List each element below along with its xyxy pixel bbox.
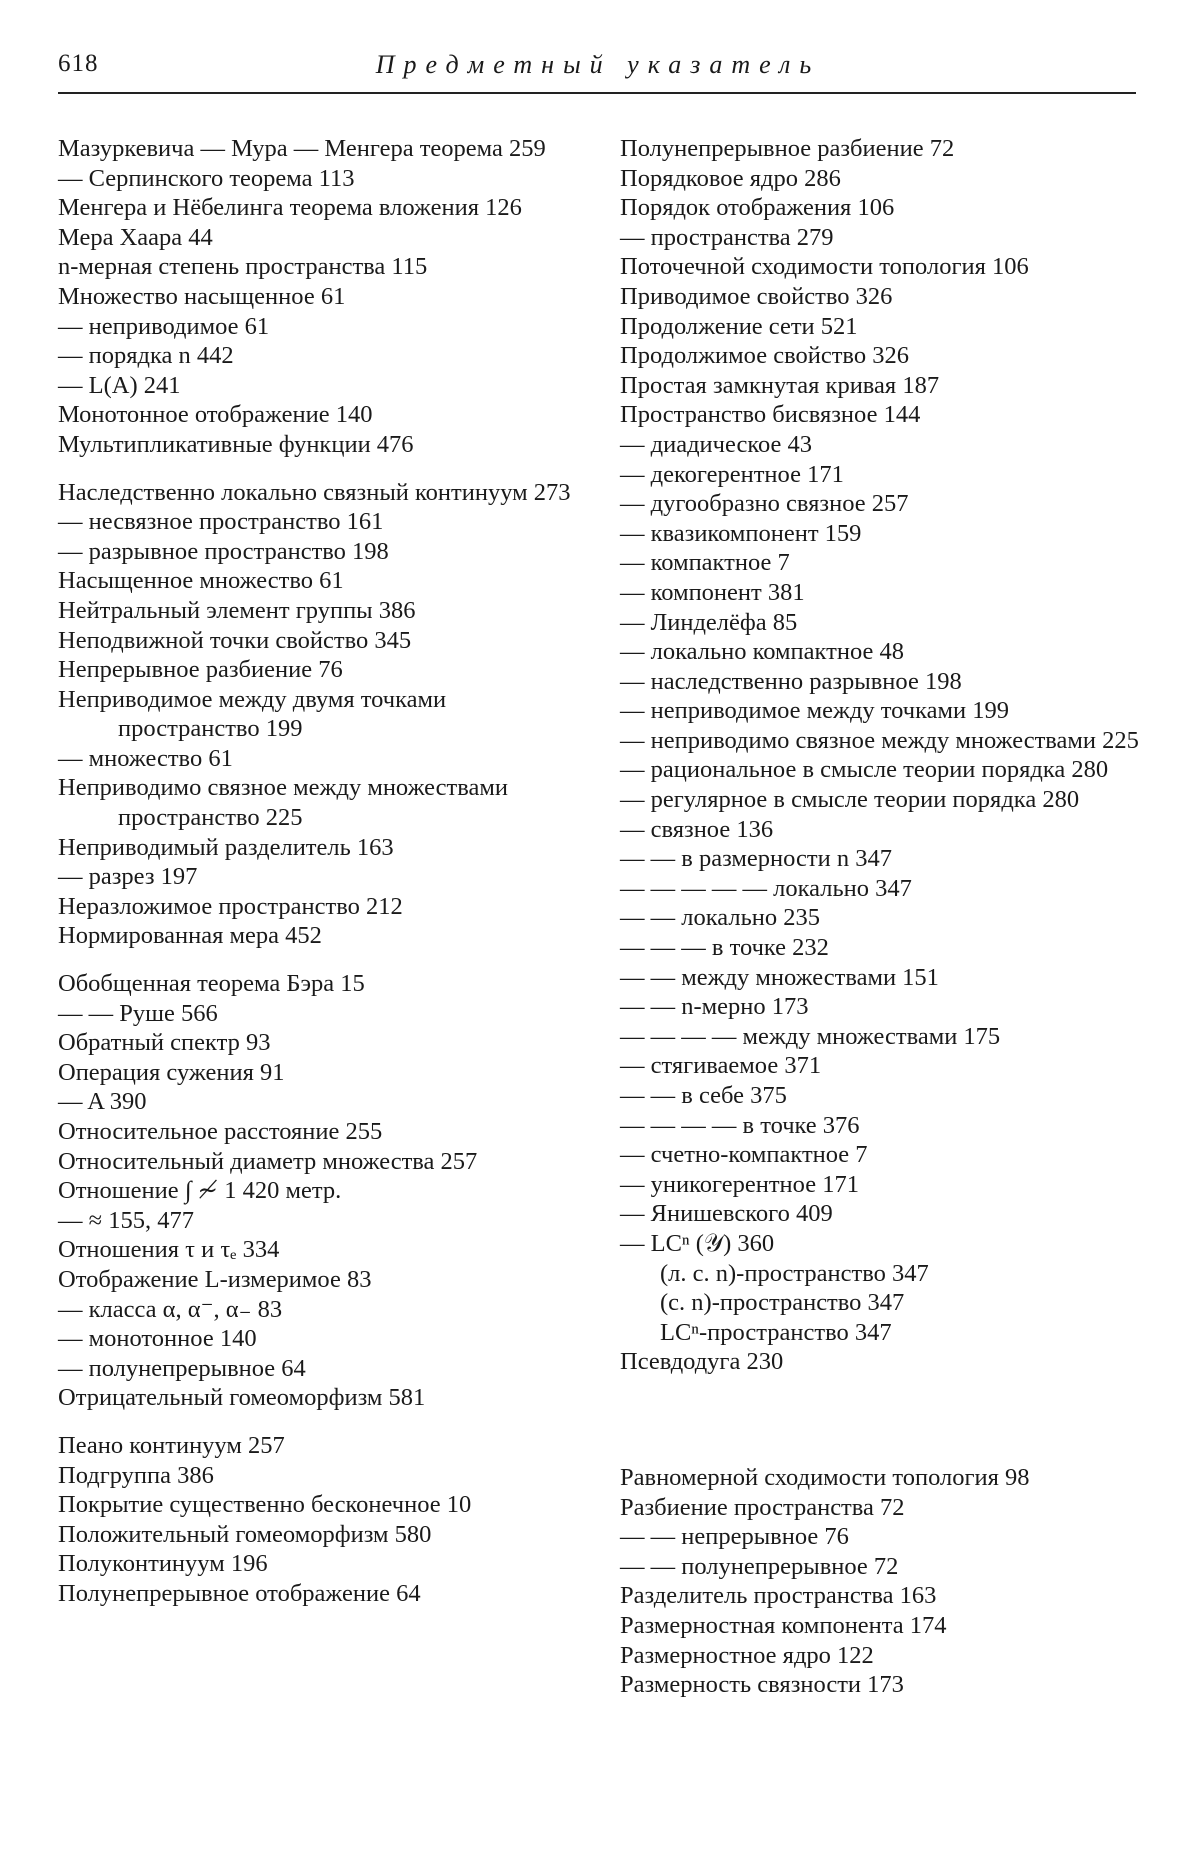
index-entry: — класса α, α⁻, α₋ 83	[58, 1295, 583, 1325]
index-entry: — декогерентное 171	[620, 460, 1150, 490]
index-entry: — — Руше 566	[58, 999, 583, 1029]
index-entry: — неприводимое 61	[58, 312, 583, 342]
index-entry: — неприводимое между точками 199	[620, 696, 1150, 726]
index-entry: Разделитель пространства 163	[620, 1581, 1150, 1611]
index-entry: Простая замкнутая кривая 187	[620, 371, 1150, 401]
index-entry: Неприводимый разделитель 163	[58, 833, 583, 863]
running-title: Предметный указатель	[58, 50, 1138, 80]
index-entry: Множество насыщенное 61	[58, 282, 583, 312]
index-entry: (с. n)-пространство 347	[620, 1288, 1150, 1318]
page-header	[58, 50, 1138, 90]
index-entry: Подгруппа 386	[58, 1461, 583, 1491]
index-entry: — разрез 197	[58, 862, 583, 892]
index-entry: Мультипликативные функции 476	[58, 430, 583, 460]
index-entry: Нормированная мера 452	[58, 921, 583, 951]
header-rule	[58, 92, 1136, 94]
index-entry: Насыщенное множество 61	[58, 566, 583, 596]
index-entry: Полуконтинуум 196	[58, 1549, 583, 1579]
index-entry: — Серпинского теорема 113	[58, 164, 583, 194]
index-entry: Мазуркевича — Мура — Менгера теорема 259	[58, 134, 583, 164]
index-entry: Наследственно локально связный континуум 273	[58, 478, 583, 508]
index-entry: — стягиваемое 371	[620, 1051, 1150, 1081]
index-entry: — — — — — локально 347	[620, 874, 1150, 904]
index-entry: — уникогерентное 171	[620, 1170, 1150, 1200]
index-entry: Отношения τ и τₑ 334	[58, 1235, 583, 1265]
index-entry: n-мерная степень пространства 115	[58, 252, 583, 282]
index-entry: Обобщенная теорема Бэра 15	[58, 969, 583, 999]
index-entry: — диадическое 43	[620, 430, 1150, 460]
index-entry: — — локально 235	[620, 903, 1150, 933]
index-entry: — разрывное пространство 198	[58, 537, 583, 567]
index-entry: — регулярное в смысле теории порядка 280	[620, 785, 1150, 815]
index-entry: — Янишевского 409	[620, 1199, 1150, 1229]
index-entry: — квазикомпонент 159	[620, 519, 1150, 549]
index-entry: Размерностная компонента 174	[620, 1611, 1150, 1641]
index-entry: — — — — между множествами 175	[620, 1022, 1150, 1052]
index-entry: — полунепрерывное 64	[58, 1354, 583, 1384]
index-entry: Порядковое ядро 286	[620, 164, 1150, 194]
index-entry: — наследственно разрывное 198	[620, 667, 1150, 697]
index-entry: Операция сужения 91	[58, 1058, 583, 1088]
index-entry: Равномерной сходимости топология 98	[620, 1463, 1150, 1493]
index-entry: Размерность связности 173	[620, 1670, 1150, 1700]
index-entry: Отображение L-измеримое 83	[58, 1265, 583, 1295]
index-column-left	[58, 134, 583, 1609]
index-entry: (л. с. n)-пространство 347	[620, 1259, 1150, 1289]
index-entry: Неразложимое пространство 212	[58, 892, 583, 922]
index-entry: Пространство бисвязное 144	[620, 400, 1150, 430]
index-entry: Монотонное отображение 140	[58, 400, 583, 430]
index-entry: — L(A) 241	[58, 371, 583, 401]
index-entry: — рациональное в смысле теории порядка 280	[620, 755, 1150, 785]
index-entry: Отрицательный гомеоморфизм 581	[58, 1383, 583, 1413]
index-entry: Неподвижной точки свойство 345	[58, 626, 583, 656]
index-entry: Мера Хаара 44	[58, 223, 583, 253]
index-entry: Отношение ∫ ≁ 1 420 метр.	[58, 1176, 583, 1206]
index-entry: — — n-мерно 173	[620, 992, 1150, 1022]
index-entry: — множество 61	[58, 744, 583, 774]
index-entry: Псевдодуга 230	[620, 1347, 1150, 1377]
index-entry: Размерностное ядро 122	[620, 1641, 1150, 1671]
index-entry: Обратный спектр 93	[58, 1028, 583, 1058]
index-page	[0, 0, 1200, 1876]
index-entry: — — — — в точке 376	[620, 1111, 1150, 1141]
index-entry: Продолжение сети 521	[620, 312, 1150, 342]
index-entry: — — в себе 375	[620, 1081, 1150, 1111]
index-entry: Порядок отображения 106	[620, 193, 1150, 223]
index-entry: LCⁿ-пространство 347	[620, 1318, 1150, 1348]
index-entry: — — непрерывное 76	[620, 1522, 1150, 1552]
index-entry: Менгера и Нёбелинга теорема вложения 126	[58, 193, 583, 223]
index-entry: — неприводимо связное между множествами 225	[620, 726, 1150, 756]
index-entry: Полунепрерывное отображение 64	[58, 1579, 583, 1609]
index-entry: — Линделёфа 85	[620, 608, 1150, 638]
index-entry: — компактное 7	[620, 548, 1150, 578]
index-entry: Разбиение пространства 72	[620, 1493, 1150, 1523]
index-column-right	[620, 134, 1150, 1700]
index-entry: — ≈ 155, 477	[58, 1206, 583, 1236]
index-entry: Пеано континуум 257	[58, 1431, 583, 1461]
index-entry: Покрытие существенно бесконечное 10	[58, 1490, 583, 1520]
index-entry: — — — в точке 232	[620, 933, 1150, 963]
index-entry: — локально компактное 48	[620, 637, 1150, 667]
index-entry: — LCⁿ (𝒴) 360	[620, 1229, 1150, 1259]
index-entry: Непрерывное разбиение 76	[58, 655, 583, 685]
index-entry: Относительное расстояние 255	[58, 1117, 583, 1147]
index-entry: — — в размерности n 347	[620, 844, 1150, 874]
index-entry: — A 390	[58, 1087, 583, 1117]
index-entry: Приводимое свойство 326	[620, 282, 1150, 312]
index-entry: Поточечной сходимости топология 106	[620, 252, 1150, 282]
index-entry: Относительный диаметр множества 257	[58, 1147, 583, 1177]
index-entry: — — между множествами 151	[620, 963, 1150, 993]
index-entry: — монотонное 140	[58, 1324, 583, 1354]
index-entry: Неприводимое между двумя точками пространство 199	[58, 685, 583, 744]
index-entry: Продолжимое свойство 326	[620, 341, 1150, 371]
index-entry: — пространства 279	[620, 223, 1150, 253]
index-entry: — несвязное пространство 161	[58, 507, 583, 537]
index-entry: — связное 136	[620, 815, 1150, 845]
index-entry: — дугообразно связное 257	[620, 489, 1150, 519]
index-entry: Положительный гомеоморфизм 580	[58, 1520, 583, 1550]
index-entry: — — полунепрерывное 72	[620, 1552, 1150, 1582]
index-entry: — счетно-компактное 7	[620, 1140, 1150, 1170]
page-number: 618	[58, 50, 99, 78]
index-entry: — порядка n 442	[58, 341, 583, 371]
index-entry: Нейтральный элемент группы 386	[58, 596, 583, 626]
index-entry: Неприводимо связное между множествами пространство 225	[58, 773, 583, 832]
index-entry: — компонент 381	[620, 578, 1150, 608]
index-entry: Полунепрерывное разбиение 72	[620, 134, 1150, 164]
